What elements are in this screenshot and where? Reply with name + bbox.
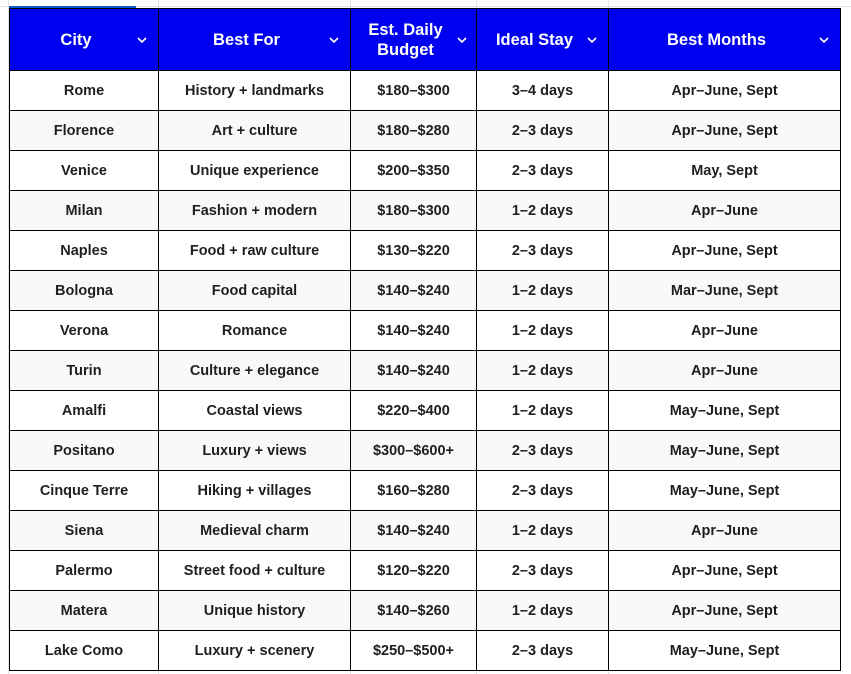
column-header-city[interactable]	[10, 9, 159, 71]
table-row	[10, 431, 841, 471]
table-row	[10, 591, 841, 631]
cell-ideal-stay[interactable]: 2–3 days	[477, 431, 609, 471]
cell-best-for[interactable]: Medieval charm	[159, 511, 351, 551]
cell-city[interactable]: Bologna	[10, 271, 159, 311]
cell-budget[interactable]: $180–$300	[351, 191, 477, 231]
cell-best-for[interactable]: Luxury + scenery	[159, 631, 351, 671]
cell-best-for[interactable]: History + landmarks	[159, 71, 351, 111]
cell-best-for[interactable]: Hiking + villages	[159, 471, 351, 511]
cell-ideal-stay[interactable]: 1–2 days	[477, 311, 609, 351]
cell-best-months[interactable]: Apr–June, Sept	[609, 551, 841, 591]
cell-budget[interactable]: $300–$600+	[351, 431, 477, 471]
cell-city[interactable]: Positano	[10, 431, 159, 471]
cell-best-months[interactable]: Apr–June, Sept	[609, 71, 841, 111]
cell-best-for[interactable]: Fashion + modern	[159, 191, 351, 231]
cell-best-months[interactable]: Apr–June	[609, 351, 841, 391]
table-row	[10, 471, 841, 511]
table-row	[10, 311, 841, 351]
chevron-down-icon[interactable]	[818, 36, 830, 44]
column-header-best-for[interactable]	[159, 9, 351, 71]
cell-best-for[interactable]: Unique experience	[159, 151, 351, 191]
table-row	[10, 231, 841, 271]
table-row	[10, 511, 841, 551]
table-row	[10, 71, 841, 111]
header-row	[10, 9, 841, 71]
cell-ideal-stay[interactable]: 2–3 days	[477, 631, 609, 671]
cell-city[interactable]: Milan	[10, 191, 159, 231]
cell-budget[interactable]: $140–$240	[351, 511, 477, 551]
cell-best-for[interactable]: Luxury + views	[159, 431, 351, 471]
table-row	[10, 351, 841, 391]
cell-ideal-stay[interactable]: 2–3 days	[477, 151, 609, 191]
cell-city[interactable]: Verona	[10, 311, 159, 351]
cell-city[interactable]: Matera	[10, 591, 159, 631]
cell-best-for[interactable]: Coastal views	[159, 391, 351, 431]
cell-best-months[interactable]: May–June, Sept	[609, 431, 841, 471]
cell-budget[interactable]: $250–$500+	[351, 631, 477, 671]
cell-ideal-stay[interactable]: 1–2 days	[477, 591, 609, 631]
cell-budget[interactable]: $120–$220	[351, 551, 477, 591]
column-header-best-months[interactable]	[609, 9, 841, 71]
cell-best-for[interactable]: Street food + culture	[159, 551, 351, 591]
cell-city[interactable]: Venice	[10, 151, 159, 191]
cell-best-months[interactable]: Mar–June, Sept	[609, 271, 841, 311]
cell-best-months[interactable]: Apr–June	[609, 191, 841, 231]
cell-best-months[interactable]: Apr–June, Sept	[609, 231, 841, 271]
column-header-label: Ideal Stay	[495, 30, 574, 49]
cell-city[interactable]: Turin	[10, 351, 159, 391]
cell-city[interactable]: Siena	[10, 511, 159, 551]
cell-ideal-stay[interactable]: 1–2 days	[477, 511, 609, 551]
chevron-down-icon[interactable]	[456, 36, 468, 44]
chevron-down-icon[interactable]	[136, 36, 148, 44]
cell-ideal-stay[interactable]: 2–3 days	[477, 231, 609, 271]
cell-budget[interactable]: $160–$280	[351, 471, 477, 511]
cell-budget[interactable]: $180–$300	[351, 71, 477, 111]
cell-city[interactable]: Palermo	[10, 551, 159, 591]
cell-budget[interactable]: $130–$220	[351, 231, 477, 271]
cell-best-months[interactable]: Apr–June	[609, 311, 841, 351]
cell-ideal-stay[interactable]: 2–3 days	[477, 111, 609, 151]
cell-ideal-stay[interactable]: 1–2 days	[477, 351, 609, 391]
column-header-label: Best Months	[667, 30, 766, 49]
cell-city[interactable]: Florence	[10, 111, 159, 151]
cell-best-for[interactable]: Culture + elegance	[159, 351, 351, 391]
cell-best-months[interactable]: May–June, Sept	[609, 471, 841, 511]
cell-budget[interactable]: $140–$240	[351, 351, 477, 391]
cell-ideal-stay[interactable]: 1–2 days	[477, 271, 609, 311]
table-row	[10, 631, 841, 671]
cell-budget[interactable]: $220–$400	[351, 391, 477, 431]
chevron-down-icon[interactable]	[328, 36, 340, 44]
column-header-label: Est. Daily Budget	[368, 20, 443, 59]
cell-city[interactable]: Amalfi	[10, 391, 159, 431]
cell-best-for[interactable]: Unique history	[159, 591, 351, 631]
cell-city[interactable]: Lake Como	[10, 631, 159, 671]
cell-ideal-stay[interactable]: 1–2 days	[477, 391, 609, 431]
cell-city[interactable]: Cinque Terre	[10, 471, 159, 511]
cell-city[interactable]: Rome	[10, 71, 159, 111]
table-row	[10, 191, 841, 231]
cell-best-months[interactable]: May–June, Sept	[609, 631, 841, 671]
table-row	[10, 391, 841, 431]
cell-best-for[interactable]: Food capital	[159, 271, 351, 311]
table-row	[10, 271, 841, 311]
chevron-down-icon[interactable]	[586, 36, 598, 44]
table-row	[10, 551, 841, 591]
cell-city[interactable]: Naples	[10, 231, 159, 271]
column-header-ideal-stay[interactable]	[477, 9, 609, 71]
cell-budget[interactable]: $140–$240	[351, 311, 477, 351]
column-header-label: Best For	[213, 30, 280, 49]
cell-ideal-stay[interactable]: 2–3 days	[477, 471, 609, 511]
cell-ideal-stay[interactable]: 2–3 days	[477, 551, 609, 591]
table-row	[10, 151, 841, 191]
cell-best-months[interactable]: Apr–June, Sept	[609, 111, 841, 151]
cell-budget[interactable]: $140–$240	[351, 271, 477, 311]
column-header-est-daily-budget[interactable]	[351, 9, 477, 71]
cell-ideal-stay[interactable]: 3–4 days	[477, 71, 609, 111]
cell-best-months[interactable]: Apr–June	[609, 511, 841, 551]
cell-budget[interactable]: $180–$280	[351, 111, 477, 151]
table-row	[10, 111, 841, 151]
italy-cities-table	[9, 8, 841, 671]
cell-best-for[interactable]: Romance	[159, 311, 351, 351]
cell-best-for[interactable]: Food + raw culture	[159, 231, 351, 271]
cell-ideal-stay[interactable]: 1–2 days	[477, 191, 609, 231]
cell-budget[interactable]: $200–$350	[351, 151, 477, 191]
cell-budget[interactable]: $140–$260	[351, 591, 477, 631]
cell-best-months[interactable]: May, Sept	[609, 151, 841, 191]
cell-best-months[interactable]: May–June, Sept	[609, 391, 841, 431]
column-header-label: City	[60, 30, 92, 49]
cell-best-for[interactable]: Art + culture	[159, 111, 351, 151]
cell-best-months[interactable]: Apr–June, Sept	[609, 591, 841, 631]
